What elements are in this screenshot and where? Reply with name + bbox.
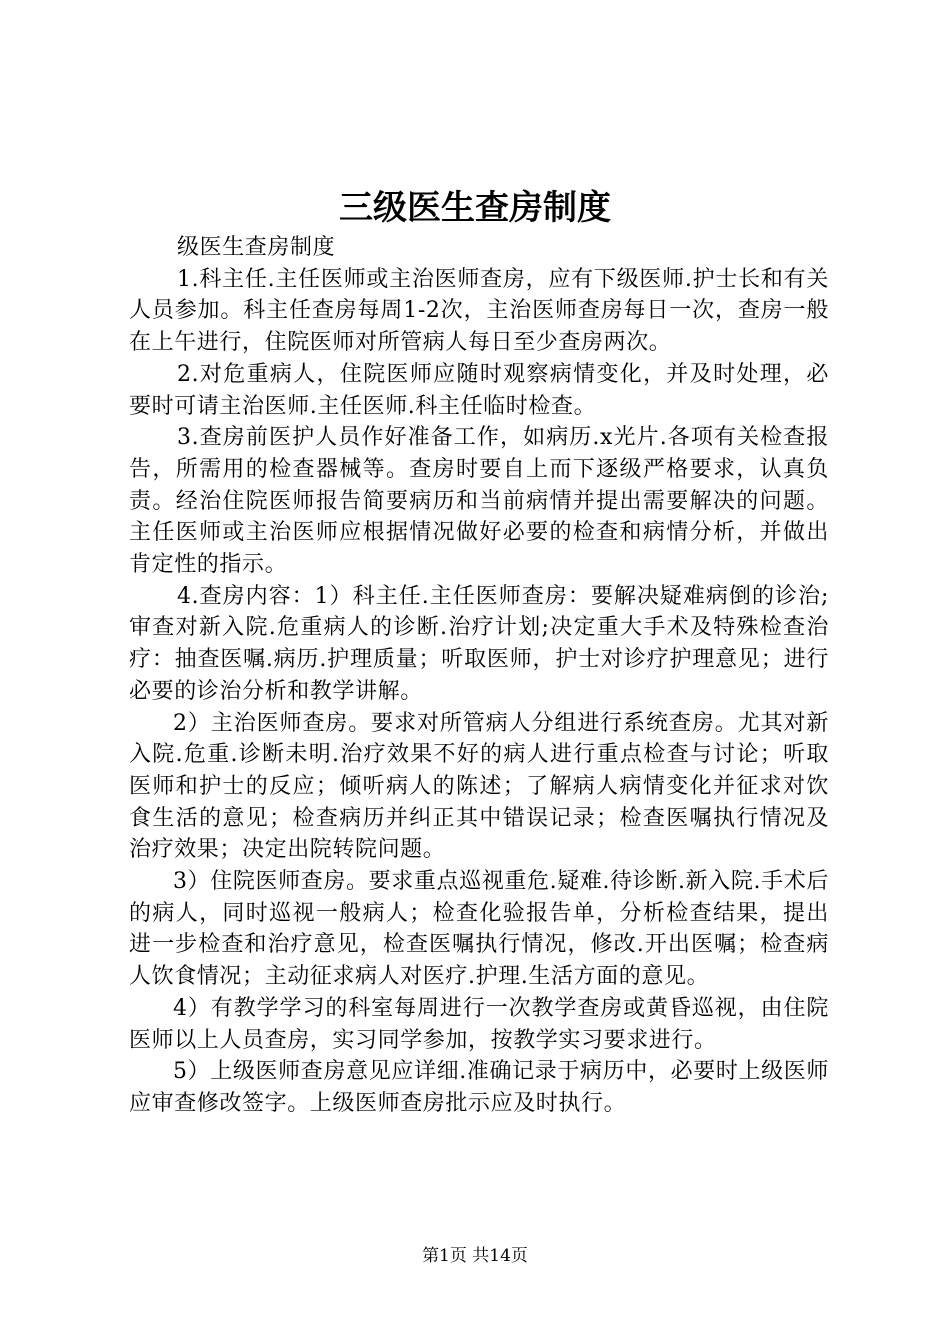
paragraph-heading: 级医生查房制度 <box>177 235 336 260</box>
paragraph-rule-1: 1.科主任.主任医师或主治医师查房，应有下级医师.护士长和有关人员参加。科主任查房每周1-2次，主治医师查房每日一次，查房一般在上午进行，住院医师对所管病人每日至少查房两次。 <box>129 266 829 356</box>
paragraph-rule-4-4: 4）有教学学习的科室每周进行一次教学查房或黄昏巡视，由住院医师以上人员查房，实习同学参加，按教学实习要求进行。 <box>129 995 829 1053</box>
document-title: 三级医生查房制度 <box>339 188 611 228</box>
paragraph-rule-4-5: 5）上级医师查房意见应详细.准确记录于病历中，必要时上级医师应审查修改签字。上级医师查房批示应及时执行。 <box>129 1059 829 1116</box>
paragraph-rule-4: 4.查房内容：1）科主任.主任医师查房：要解决疑难病倒的诊治;审查对新入院.危重病人的诊断.治疗计划;决定重大手术及特殊检查治疗：抽查医嘱.病历.护理质量；听取医师，护士对诊疗护理意见；进行必要的诊治分析和教学讲解。 <box>129 583 829 704</box>
paragraph-rule-4-2: 2）主治医师查房。要求对所管病人分组进行系统查房。尤其对新入院.危重.诊断未明.治疗效果不好的病人进行重点检查与讨论；听取医师和护士的反应；倾听病人的陈述；了解病人病情变化并征求对饮食生活的意见；检查病历并纠正其中错误记录；检查医嘱执行情况及治疗效果；决定出院转院问题。 <box>129 710 829 863</box>
paragraph-rule-2: 2.对危重病人，住院医师应随时观察病情变化，并及时处理，必要时可请主治医师.主任医师.科主任临时检查。 <box>129 361 829 419</box>
page-footer: 第1页 共14页 <box>422 1246 528 1266</box>
paragraph-rule-3: 3.查房前医护人员作好准备工作，如病历.x光片.各项有关检查报告，所需用的检查器械等。查房时要自上而下逐级严格要求，认真负责。经治住院医师报告简要病历和当前病情并提出需要解决的问题。主任医师或主治医师应根据情况做好必要的检查和病情分析，并做出肯定性的指示。 <box>129 425 829 578</box>
paragraph-rule-4-3: 3）住院医师查房。要求重点巡视重危.疑难.待诊断.新入院.手术后的病人，同时巡视一般病人；检查化验报告单，分析检查结果，提出进一步检查和治疗意见，检查医嘱执行情况，修改.开出医嘱；检查病人饮食情况；主动征求病人对医疗.护理.生活方面的意见。 <box>129 869 829 990</box>
document-body <box>129 232 829 1120</box>
